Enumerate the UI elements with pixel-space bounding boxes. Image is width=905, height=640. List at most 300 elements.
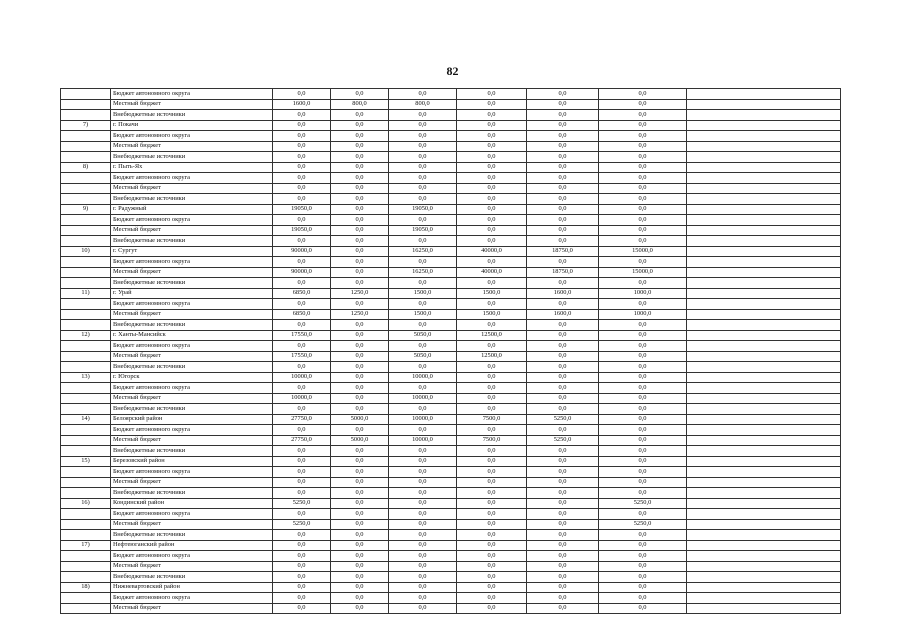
row-value-cell: 0,0 [599,446,687,457]
table-row [61,446,841,457]
row-number [61,593,111,604]
row-value-cell: 0,0 [273,183,331,194]
empty-cell [687,299,841,310]
row-value-cell: 0,0 [527,152,599,163]
row-value-cell: 0,0 [527,582,599,593]
empty-cell [687,362,841,373]
empty-cell [687,89,841,100]
row-value-cell: 0,0 [599,467,687,478]
row-name: Местный бюджет [111,141,273,152]
row-value-cell: 0,0 [389,509,457,520]
row-value-cell: 0,0 [331,572,389,583]
row-value-cell: 12500,0 [457,351,527,362]
row-number [61,236,111,247]
row-value-cell: 0,0 [331,204,389,215]
row-number [61,404,111,415]
table-row [61,215,841,226]
row-value-cell: 0,0 [599,120,687,131]
row-name: Бюджет автономного округа [111,551,273,562]
row-number [61,477,111,488]
row-value-cell: 1250,0 [331,309,389,320]
table-row [61,593,841,604]
row-value-cell: 16250,0 [389,267,457,278]
row-number [61,215,111,226]
row-number [61,425,111,436]
row-value-cell: 5000,0 [331,414,389,425]
empty-cell [687,393,841,404]
row-value-cell: 6850,0 [273,309,331,320]
row-value-cell: 0,0 [457,540,527,551]
table-row [61,267,841,278]
row-value-cell: 0,0 [457,393,527,404]
row-number [61,362,111,373]
row-value-cell: 0,0 [599,173,687,184]
row-value-cell: 0,0 [457,183,527,194]
row-name: Местный бюджет [111,267,273,278]
row-number [61,351,111,362]
table-row [61,540,841,551]
row-value-cell: 0,0 [331,173,389,184]
row-value-cell: 0,0 [389,582,457,593]
row-value-cell: 1500,0 [389,288,457,299]
row-value-cell: 15000,0 [599,246,687,257]
empty-cell [687,435,841,446]
table-row [61,299,841,310]
row-value-cell: 0,0 [599,204,687,215]
empty-cell [687,351,841,362]
row-value-cell: 90000,0 [273,267,331,278]
empty-cell [687,582,841,593]
row-number [61,320,111,331]
table-row [61,257,841,268]
row-value-cell: 0,0 [457,152,527,163]
row-value-cell: 1000,0 [599,288,687,299]
row-number: 7) [61,120,111,131]
row-value-cell: 0,0 [457,593,527,604]
row-value-cell: 0,0 [331,603,389,614]
row-value-cell: 1000,0 [599,309,687,320]
row-value-cell: 0,0 [273,341,331,352]
row-value-cell: 0,0 [527,593,599,604]
row-value-cell: 0,0 [599,341,687,352]
table-row [61,141,841,152]
row-value-cell: 1600,0 [527,309,599,320]
row-value-cell: 10000,0 [389,435,457,446]
row-value-cell: 0,0 [273,509,331,520]
row-value-cell: 0,0 [389,278,457,289]
row-value-cell: 0,0 [331,351,389,362]
empty-cell [687,446,841,457]
row-value-cell: 0,0 [457,477,527,488]
row-value-cell: 0,0 [599,194,687,205]
row-number [61,435,111,446]
row-number: 14) [61,414,111,425]
row-value-cell: 0,0 [389,183,457,194]
row-value-cell: 0,0 [457,99,527,110]
row-value-cell: 0,0 [527,362,599,373]
row-value-cell: 0,0 [331,519,389,530]
row-number [61,561,111,572]
row-value-cell: 17550,0 [273,330,331,341]
row-value-cell: 800,0 [389,99,457,110]
row-value-cell: 0,0 [527,131,599,142]
row-name: Внебюджетные источники [111,404,273,415]
row-value-cell: 0,0 [599,425,687,436]
empty-cell [687,194,841,205]
row-value-cell: 0,0 [457,173,527,184]
row-value-cell: 0,0 [331,551,389,562]
row-value-cell: 0,0 [599,110,687,121]
row-value-cell: 0,0 [527,225,599,236]
row-value-cell: 0,0 [457,299,527,310]
empty-cell [687,141,841,152]
row-name: Бюджет автономного округа [111,173,273,184]
row-value-cell: 0,0 [273,162,331,173]
row-number [61,467,111,478]
row-name: Местный бюджет [111,435,273,446]
row-value-cell: 0,0 [389,593,457,604]
row-value-cell: 0,0 [389,456,457,467]
row-value-cell: 0,0 [331,215,389,226]
row-value-cell: 0,0 [331,404,389,415]
table-row [61,120,841,131]
row-number [61,99,111,110]
row-value-cell: 0,0 [273,572,331,583]
row-value-cell: 10000,0 [389,372,457,383]
row-value-cell: 0,0 [457,498,527,509]
row-value-cell: 0,0 [599,351,687,362]
row-value-cell: 1500,0 [457,309,527,320]
row-value-cell: 0,0 [273,89,331,100]
row-number [61,89,111,100]
row-value-cell: 0,0 [527,194,599,205]
row-value-cell: 0,0 [457,551,527,562]
row-value-cell: 0,0 [389,299,457,310]
row-value-cell: 0,0 [331,467,389,478]
row-name: г. Сургут [111,246,273,257]
row-value-cell: 0,0 [389,89,457,100]
table-row [61,288,841,299]
row-value-cell: 0,0 [527,561,599,572]
row-value-cell: 0,0 [527,603,599,614]
row-value-cell: 10000,0 [389,414,457,425]
row-value-cell: 0,0 [457,257,527,268]
row-value-cell: 0,0 [389,540,457,551]
row-name: Бюджет автономного округа [111,89,273,100]
table-row [61,236,841,247]
row-value-cell: 0,0 [389,551,457,562]
row-value-cell: 0,0 [273,278,331,289]
row-value-cell: 0,0 [599,183,687,194]
row-value-cell: 0,0 [599,530,687,541]
row-number [61,383,111,394]
row-value-cell: 0,0 [457,204,527,215]
row-name: г. Покачи [111,120,273,131]
row-value-cell: 0,0 [457,561,527,572]
row-value-cell: 0,0 [389,110,457,121]
table-row [61,530,841,541]
table-row [61,603,841,614]
row-number [61,183,111,194]
row-name: Местный бюджет [111,351,273,362]
row-value-cell: 0,0 [527,498,599,509]
row-value-cell: 0,0 [273,173,331,184]
row-value-cell: 0,0 [599,383,687,394]
row-value-cell: 0,0 [527,89,599,100]
row-value-cell: 0,0 [599,299,687,310]
row-value-cell: 0,0 [457,362,527,373]
table-row [61,131,841,142]
table-row [61,162,841,173]
row-value-cell: 0,0 [331,152,389,163]
row-number [61,519,111,530]
row-value-cell: 0,0 [273,467,331,478]
row-value-cell: 0,0 [389,141,457,152]
budget-table-body [61,89,841,614]
empty-cell [687,183,841,194]
row-number [61,173,111,184]
row-value-cell: 0,0 [599,572,687,583]
row-value-cell: 0,0 [331,393,389,404]
table-row [61,551,841,562]
row-value-cell: 0,0 [389,603,457,614]
table-row [61,341,841,352]
empty-cell [687,288,841,299]
table-row [61,509,841,520]
row-value-cell: 0,0 [273,215,331,226]
row-value-cell: 0,0 [527,467,599,478]
table-row [61,152,841,163]
row-value-cell: 0,0 [273,488,331,499]
empty-cell [687,561,841,572]
row-value-cell: 40000,0 [457,267,527,278]
row-value-cell: 0,0 [457,530,527,541]
table-row [61,582,841,593]
row-value-cell: 0,0 [389,519,457,530]
table-row [61,393,841,404]
row-value-cell: 0,0 [599,320,687,331]
row-value-cell: 1250,0 [331,288,389,299]
row-name: г. Югорск [111,372,273,383]
row-name: Внебюджетные источники [111,110,273,121]
row-number [61,152,111,163]
row-value-cell: 5250,0 [599,498,687,509]
row-value-cell: 0,0 [389,341,457,352]
row-value-cell: 0,0 [331,225,389,236]
row-value-cell: 10000,0 [273,372,331,383]
row-name: г. Пыть-Ях [111,162,273,173]
empty-cell [687,120,841,131]
row-value-cell: 0,0 [527,519,599,530]
row-number [61,446,111,457]
row-number [61,225,111,236]
row-name: Белоярский район [111,414,273,425]
row-number [61,572,111,583]
row-value-cell: 16250,0 [389,246,457,257]
row-name: Бюджет автономного округа [111,299,273,310]
row-number [61,131,111,142]
row-value-cell: 0,0 [331,561,389,572]
empty-cell [687,519,841,530]
row-name: Бюджет автономного округа [111,341,273,352]
row-value-cell: 0,0 [389,194,457,205]
row-value-cell: 0,0 [457,572,527,583]
row-value-cell: 0,0 [527,257,599,268]
row-value-cell: 0,0 [457,89,527,100]
row-value-cell: 0,0 [389,162,457,173]
row-value-cell: 0,0 [527,446,599,457]
row-value-cell: 0,0 [457,225,527,236]
row-value-cell: 0,0 [331,131,389,142]
row-value-cell: 0,0 [331,110,389,121]
row-number [61,141,111,152]
empty-cell [687,551,841,562]
row-value-cell: 0,0 [331,488,389,499]
row-value-cell: 0,0 [331,425,389,436]
row-value-cell: 0,0 [599,131,687,142]
row-value-cell: 0,0 [273,530,331,541]
empty-cell [687,204,841,215]
row-value-cell: 19050,0 [389,204,457,215]
empty-cell [687,309,841,320]
row-value-cell: 0,0 [331,89,389,100]
row-value-cell: 0,0 [273,320,331,331]
row-value-cell: 5250,0 [527,414,599,425]
row-number: 15) [61,456,111,467]
row-value-cell: 5050,0 [389,330,457,341]
row-value-cell: 0,0 [457,519,527,530]
row-value-cell: 0,0 [331,456,389,467]
row-name: Внебюджетные источники [111,488,273,499]
row-number [61,393,111,404]
row-value-cell: 0,0 [599,551,687,562]
row-value-cell: 0,0 [527,173,599,184]
row-value-cell: 0,0 [599,404,687,415]
row-value-cell: 19050,0 [273,204,331,215]
row-value-cell: 0,0 [273,141,331,152]
row-name: г. Ханты-Мансийск [111,330,273,341]
row-value-cell: 15000,0 [599,267,687,278]
row-value-cell: 0,0 [273,456,331,467]
empty-cell [687,152,841,163]
row-value-cell: 5250,0 [273,519,331,530]
row-value-cell: 0,0 [389,425,457,436]
row-value-cell: 0,0 [331,330,389,341]
row-number [61,551,111,562]
row-value-cell: 0,0 [273,120,331,131]
row-value-cell: 0,0 [599,278,687,289]
row-value-cell: 0,0 [457,194,527,205]
row-value-cell: 90000,0 [273,246,331,257]
row-value-cell: 0,0 [599,488,687,499]
row-value-cell: 0,0 [457,131,527,142]
row-value-cell: 10000,0 [389,393,457,404]
empty-cell [687,320,841,331]
empty-cell [687,572,841,583]
empty-cell [687,603,841,614]
row-value-cell: 0,0 [273,194,331,205]
row-value-cell: 0,0 [457,372,527,383]
row-value-cell: 0,0 [273,404,331,415]
row-value-cell: 0,0 [273,551,331,562]
row-name: Внебюджетные источники [111,194,273,205]
row-value-cell: 40000,0 [457,246,527,257]
row-value-cell: 0,0 [599,603,687,614]
table-row [61,488,841,499]
row-number: 13) [61,372,111,383]
row-value-cell: 0,0 [331,257,389,268]
row-value-cell: 0,0 [273,236,331,247]
empty-cell [687,131,841,142]
row-value-cell: 800,0 [331,99,389,110]
table-row [61,89,841,100]
row-value-cell: 0,0 [457,509,527,520]
row-value-cell: 0,0 [599,330,687,341]
row-value-cell: 0,0 [273,257,331,268]
row-value-cell: 0,0 [599,362,687,373]
table-row [61,194,841,205]
row-value-cell: 0,0 [599,582,687,593]
row-value-cell: 0,0 [273,152,331,163]
row-value-cell: 0,0 [599,456,687,467]
row-value-cell: 12500,0 [457,330,527,341]
row-value-cell: 0,0 [331,582,389,593]
row-value-cell: 0,0 [527,215,599,226]
row-value-cell: 19050,0 [273,225,331,236]
row-name: г. Урай [111,288,273,299]
row-value-cell: 0,0 [599,561,687,572]
row-value-cell: 0,0 [527,99,599,110]
row-value-cell: 0,0 [389,446,457,457]
row-value-cell: 27750,0 [273,435,331,446]
row-number [61,267,111,278]
table-row [61,467,841,478]
row-value-cell: 0,0 [457,446,527,457]
table-row [61,320,841,331]
row-value-cell: 0,0 [527,477,599,488]
empty-cell [687,341,841,352]
row-value-cell: 0,0 [389,215,457,226]
table-row [61,99,841,110]
row-number: 10) [61,246,111,257]
row-number [61,309,111,320]
row-value-cell: 0,0 [389,131,457,142]
row-name: Местный бюджет [111,603,273,614]
empty-cell [687,383,841,394]
row-name: Внебюджетные источники [111,530,273,541]
empty-cell [687,215,841,226]
row-value-cell: 0,0 [457,320,527,331]
row-name: Местный бюджет [111,183,273,194]
table-row [61,435,841,446]
row-value-cell: 0,0 [527,162,599,173]
row-value-cell: 0,0 [389,120,457,131]
row-value-cell: 0,0 [331,194,389,205]
row-name: Березовский район [111,456,273,467]
row-number: 12) [61,330,111,341]
row-value-cell: 0,0 [527,330,599,341]
row-value-cell: 0,0 [273,477,331,488]
table-row [61,351,841,362]
row-value-cell: 5000,0 [331,435,389,446]
row-value-cell: 0,0 [331,120,389,131]
empty-cell [687,330,841,341]
row-value-cell: 0,0 [457,341,527,352]
row-value-cell: 6850,0 [273,288,331,299]
row-number: 11) [61,288,111,299]
empty-cell [687,236,841,247]
row-value-cell: 5050,0 [389,351,457,362]
